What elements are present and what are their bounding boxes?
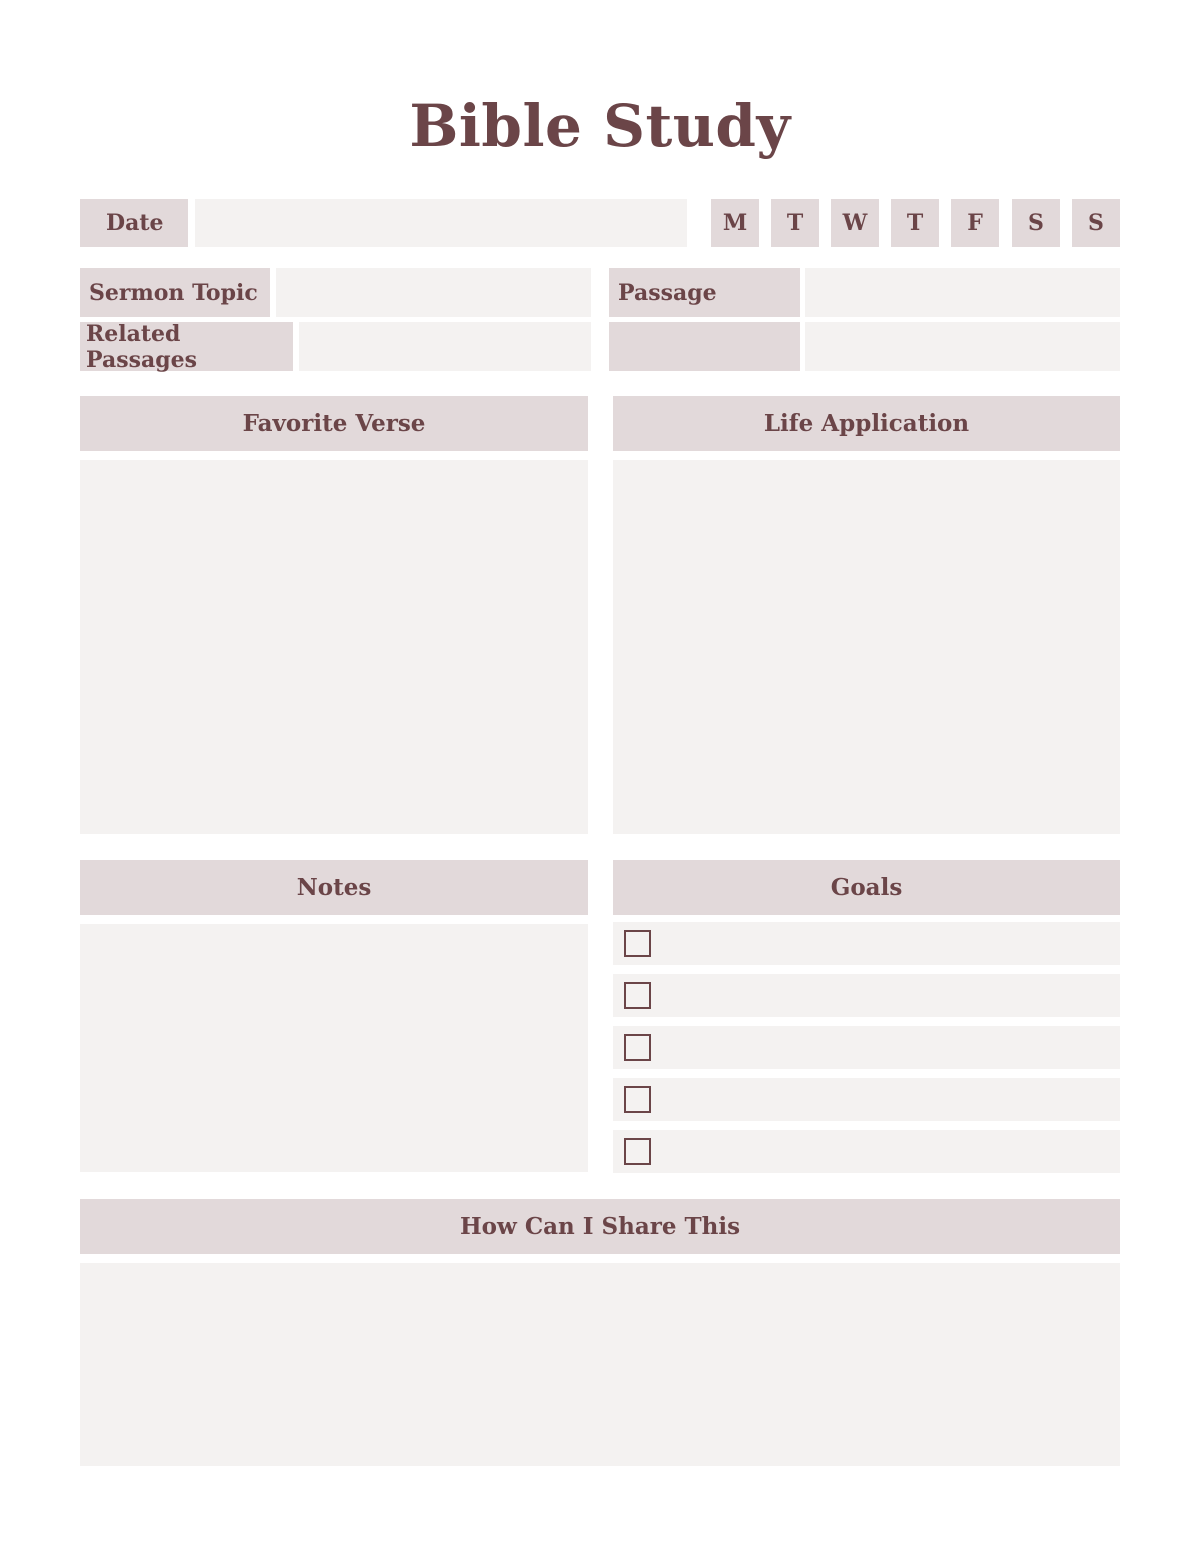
share-area[interactable]: [80, 1263, 1120, 1466]
goals-header: Goals: [613, 860, 1120, 915]
favorite-verse-area[interactable]: [80, 460, 588, 834]
day-friday[interactable]: F: [951, 199, 999, 247]
day-sunday[interactable]: S: [1072, 199, 1120, 247]
date-field[interactable]: [195, 199, 687, 247]
goal-checkbox[interactable]: [624, 1138, 651, 1165]
related-passages-field[interactable]: [299, 322, 591, 371]
goal-checkbox[interactable]: [624, 930, 651, 957]
day-tuesday[interactable]: T: [771, 199, 819, 247]
passage-extra-label-box: [609, 322, 800, 371]
notes-area[interactable]: [80, 924, 588, 1172]
life-application-header: Life Application: [613, 396, 1120, 451]
goal-checkbox[interactable]: [624, 1034, 651, 1061]
day-monday[interactable]: M: [711, 199, 759, 247]
sermon-topic-label: Sermon Topic: [80, 268, 270, 317]
passage-field[interactable]: [805, 268, 1120, 317]
day-wednesday[interactable]: W: [831, 199, 879, 247]
goal-row[interactable]: [613, 1078, 1120, 1121]
goal-row[interactable]: [613, 922, 1120, 965]
goal-row[interactable]: [613, 1026, 1120, 1069]
day-thursday[interactable]: T: [891, 199, 939, 247]
related-passages-label: Related Passages: [80, 322, 293, 371]
date-label: Date: [80, 199, 188, 247]
favorite-verse-header: Favorite Verse: [80, 396, 588, 451]
notes-header: Notes: [80, 860, 588, 915]
life-application-area[interactable]: [613, 460, 1120, 834]
goal-row[interactable]: [613, 974, 1120, 1017]
sermon-topic-field[interactable]: [276, 268, 591, 317]
day-saturday[interactable]: S: [1012, 199, 1060, 247]
page-title: Bible Study: [409, 92, 791, 160]
goal-row[interactable]: [613, 1130, 1120, 1173]
share-header: How Can I Share This: [80, 1199, 1120, 1254]
goal-checkbox[interactable]: [624, 1086, 651, 1113]
goal-checkbox[interactable]: [624, 982, 651, 1009]
passage-extra-field[interactable]: [805, 322, 1120, 371]
passage-label: Passage: [609, 268, 800, 317]
